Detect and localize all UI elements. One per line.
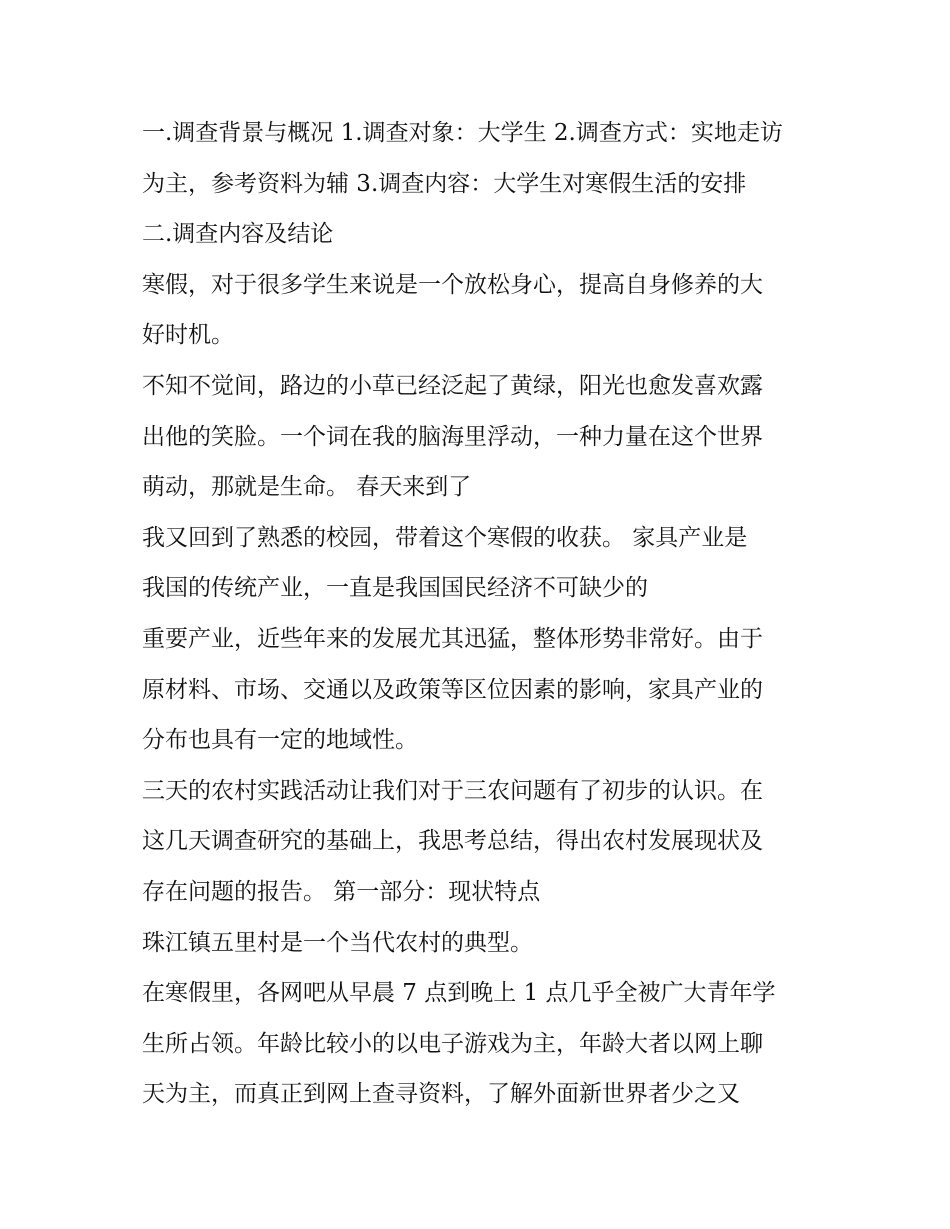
document-body [142, 108, 822, 1120]
text-line: 我又回到了熟悉的校园，带着这个寒假的收获。 家具产业是 [142, 524, 748, 551]
text-line: 三天的农村实践活动让我们对于三农问题有了初步的认识。在 [142, 777, 763, 804]
text-line: 寒假，对于很多学生来说是一个放松身心，提高自身修养的大 [142, 271, 763, 298]
text-line: 天为主，而真正到网上查寻资料，了解外面新世界者少之又 [142, 1081, 740, 1108]
text-line: 出他的笑脸。一个词在我的脑海里浮动，一种力量在这个世界 [142, 423, 763, 450]
text-line: 这几天调查研究的基础上，我思考总结，得出农村发展现状及 [142, 828, 763, 855]
text-line: 我国的传统产业，一直是我国国民经济不可缺少的 [142, 575, 648, 602]
text-line: 存在问题的报告。 第一部分：现状特点 [142, 878, 541, 905]
text-line: 重要产业，近些年来的发展尤其迅猛，整体形势非常好。由于 [142, 625, 763, 652]
text-line: 分布也具有一定的地域性。 [142, 727, 418, 754]
text-line: 萌动，那就是生命。 春天来到了 [142, 474, 472, 501]
text-line: 一.调查背景与概况 1.调查对象：大学生 2.调查方式：实地走访 [142, 120, 783, 146]
text-line: 不知不觉间，路边的小草已经泛起了黄绿，阳光也愈发喜欢露 [142, 372, 763, 399]
text-line: 珠江镇五里村是一个当代农村的典型。 [142, 929, 533, 956]
text-line: 原材料、市场、交通以及政策等区位因素的影响，家具产业的 [142, 676, 763, 703]
text-line: 为主，参考资料为辅 3.调查内容：大学生对寒假生活的安排 [142, 170, 747, 197]
text-line: 在寒假里，各网吧从早晨 7 点到晚上 1 点几乎全被广大青年学 [142, 980, 776, 1007]
section-heading: 二.调查内容及结论 [142, 221, 334, 248]
text-line: 生所占领。年龄比较小的以电子游戏为主，年龄大者以网上聊 [142, 1030, 763, 1057]
text-line: 好时机。 [142, 322, 234, 349]
